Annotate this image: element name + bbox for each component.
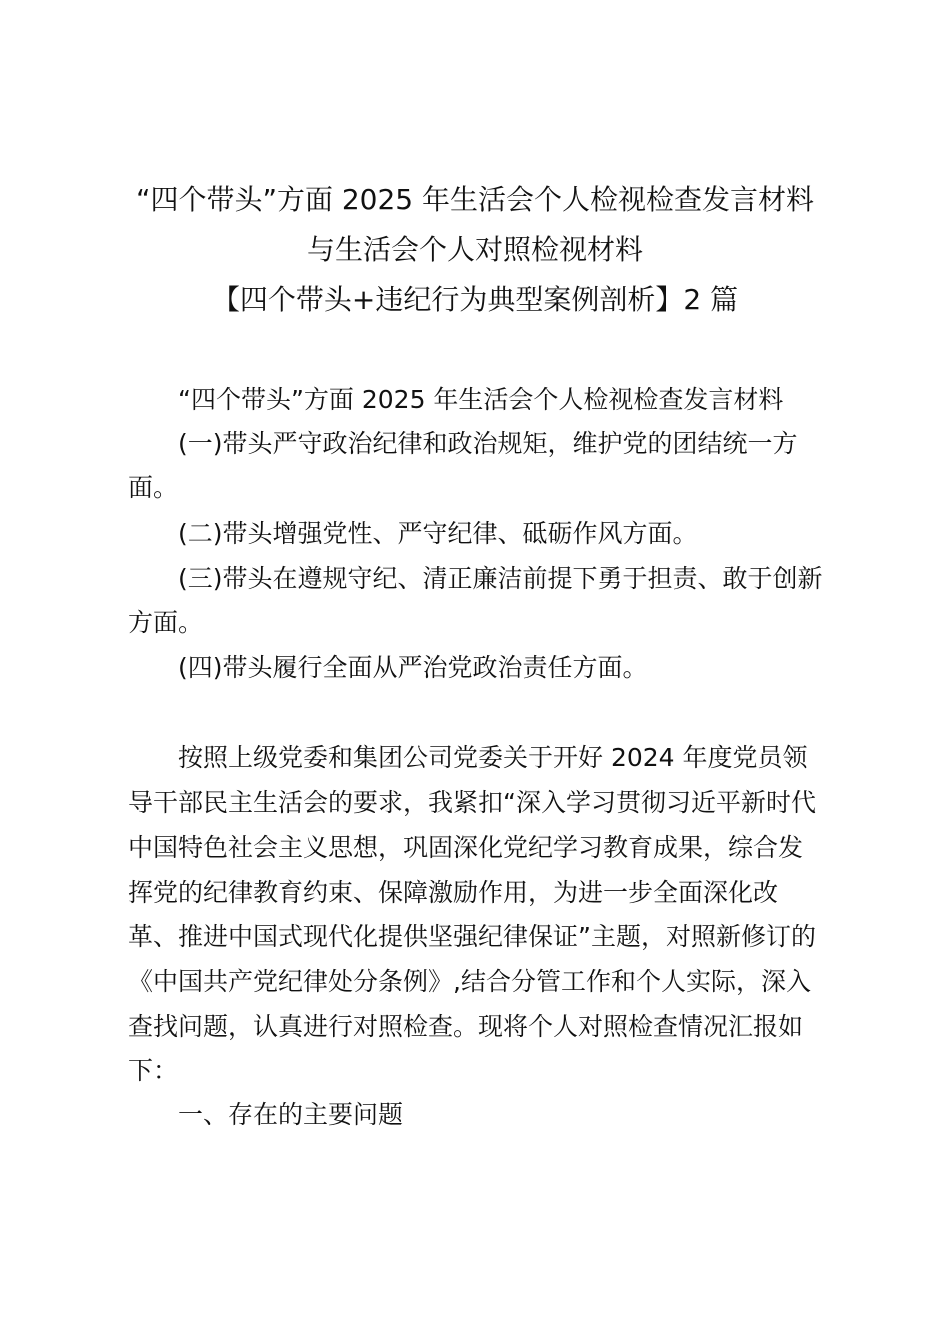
paragraph-line-6: 《中国共产党纪律处分条例》,结合分管工作和个人实际，深入 (128, 967, 811, 996)
paragraph-line-4: 挥党的纪律教育约束、保障激励作用，为进一步全面深化改 (128, 878, 779, 907)
item-1-line-2: 面。 (128, 473, 179, 502)
section-heading-problems: 一、存在的主要问题 (178, 1100, 404, 1129)
item-3-line-2: 方面。 (128, 608, 204, 637)
paragraph-line-1: 按照上级党委和集团公司党委关于开好 2024 年度党员领 (178, 743, 808, 772)
document-title-line-3: 【四个带头+违纪行为典型案例剖析】2 篇 (211, 283, 739, 316)
item-4: (四)带头履行全面从严治党政治责任方面。 (178, 653, 648, 682)
item-1-line-1: (一)带头严守政治纪律和政治规矩，维护党的团结统一方 (178, 429, 798, 458)
paragraph-line-2: 导干部民主生活会的要求，我紧扣“深入学习贯彻习近平新时代 (128, 788, 816, 817)
section-heading: “四个带头”方面 2025 年生活会个人检视检查发言材料 (178, 385, 784, 414)
document-title-line-1: “四个带头”方面 2025 年生活会个人检视检查发言材料 (135, 183, 815, 216)
paragraph-line-7: 查找问题，认真进行对照检查。现将个人对照检查情况汇报如 (128, 1012, 804, 1041)
paragraph-line-3: 中国特色社会主义思想，巩固深化党纪学习教育成果，综合发 (128, 833, 804, 862)
paragraph-line-8: 下： (128, 1056, 179, 1085)
item-3-line-1: (三)带头在遵规守纪、清正廉洁前提下勇于担责、敢于创新 (178, 564, 823, 593)
document-title-line-2: 与生活会个人对照检视材料 (306, 233, 643, 266)
paragraph-line-5: 革、推进中国式现代化提供坚强纪律保证”主题，对照新修订的 (128, 922, 816, 951)
item-2: (二)带头增强党性、严守纪律、砥砺作风方面。 (178, 519, 698, 548)
